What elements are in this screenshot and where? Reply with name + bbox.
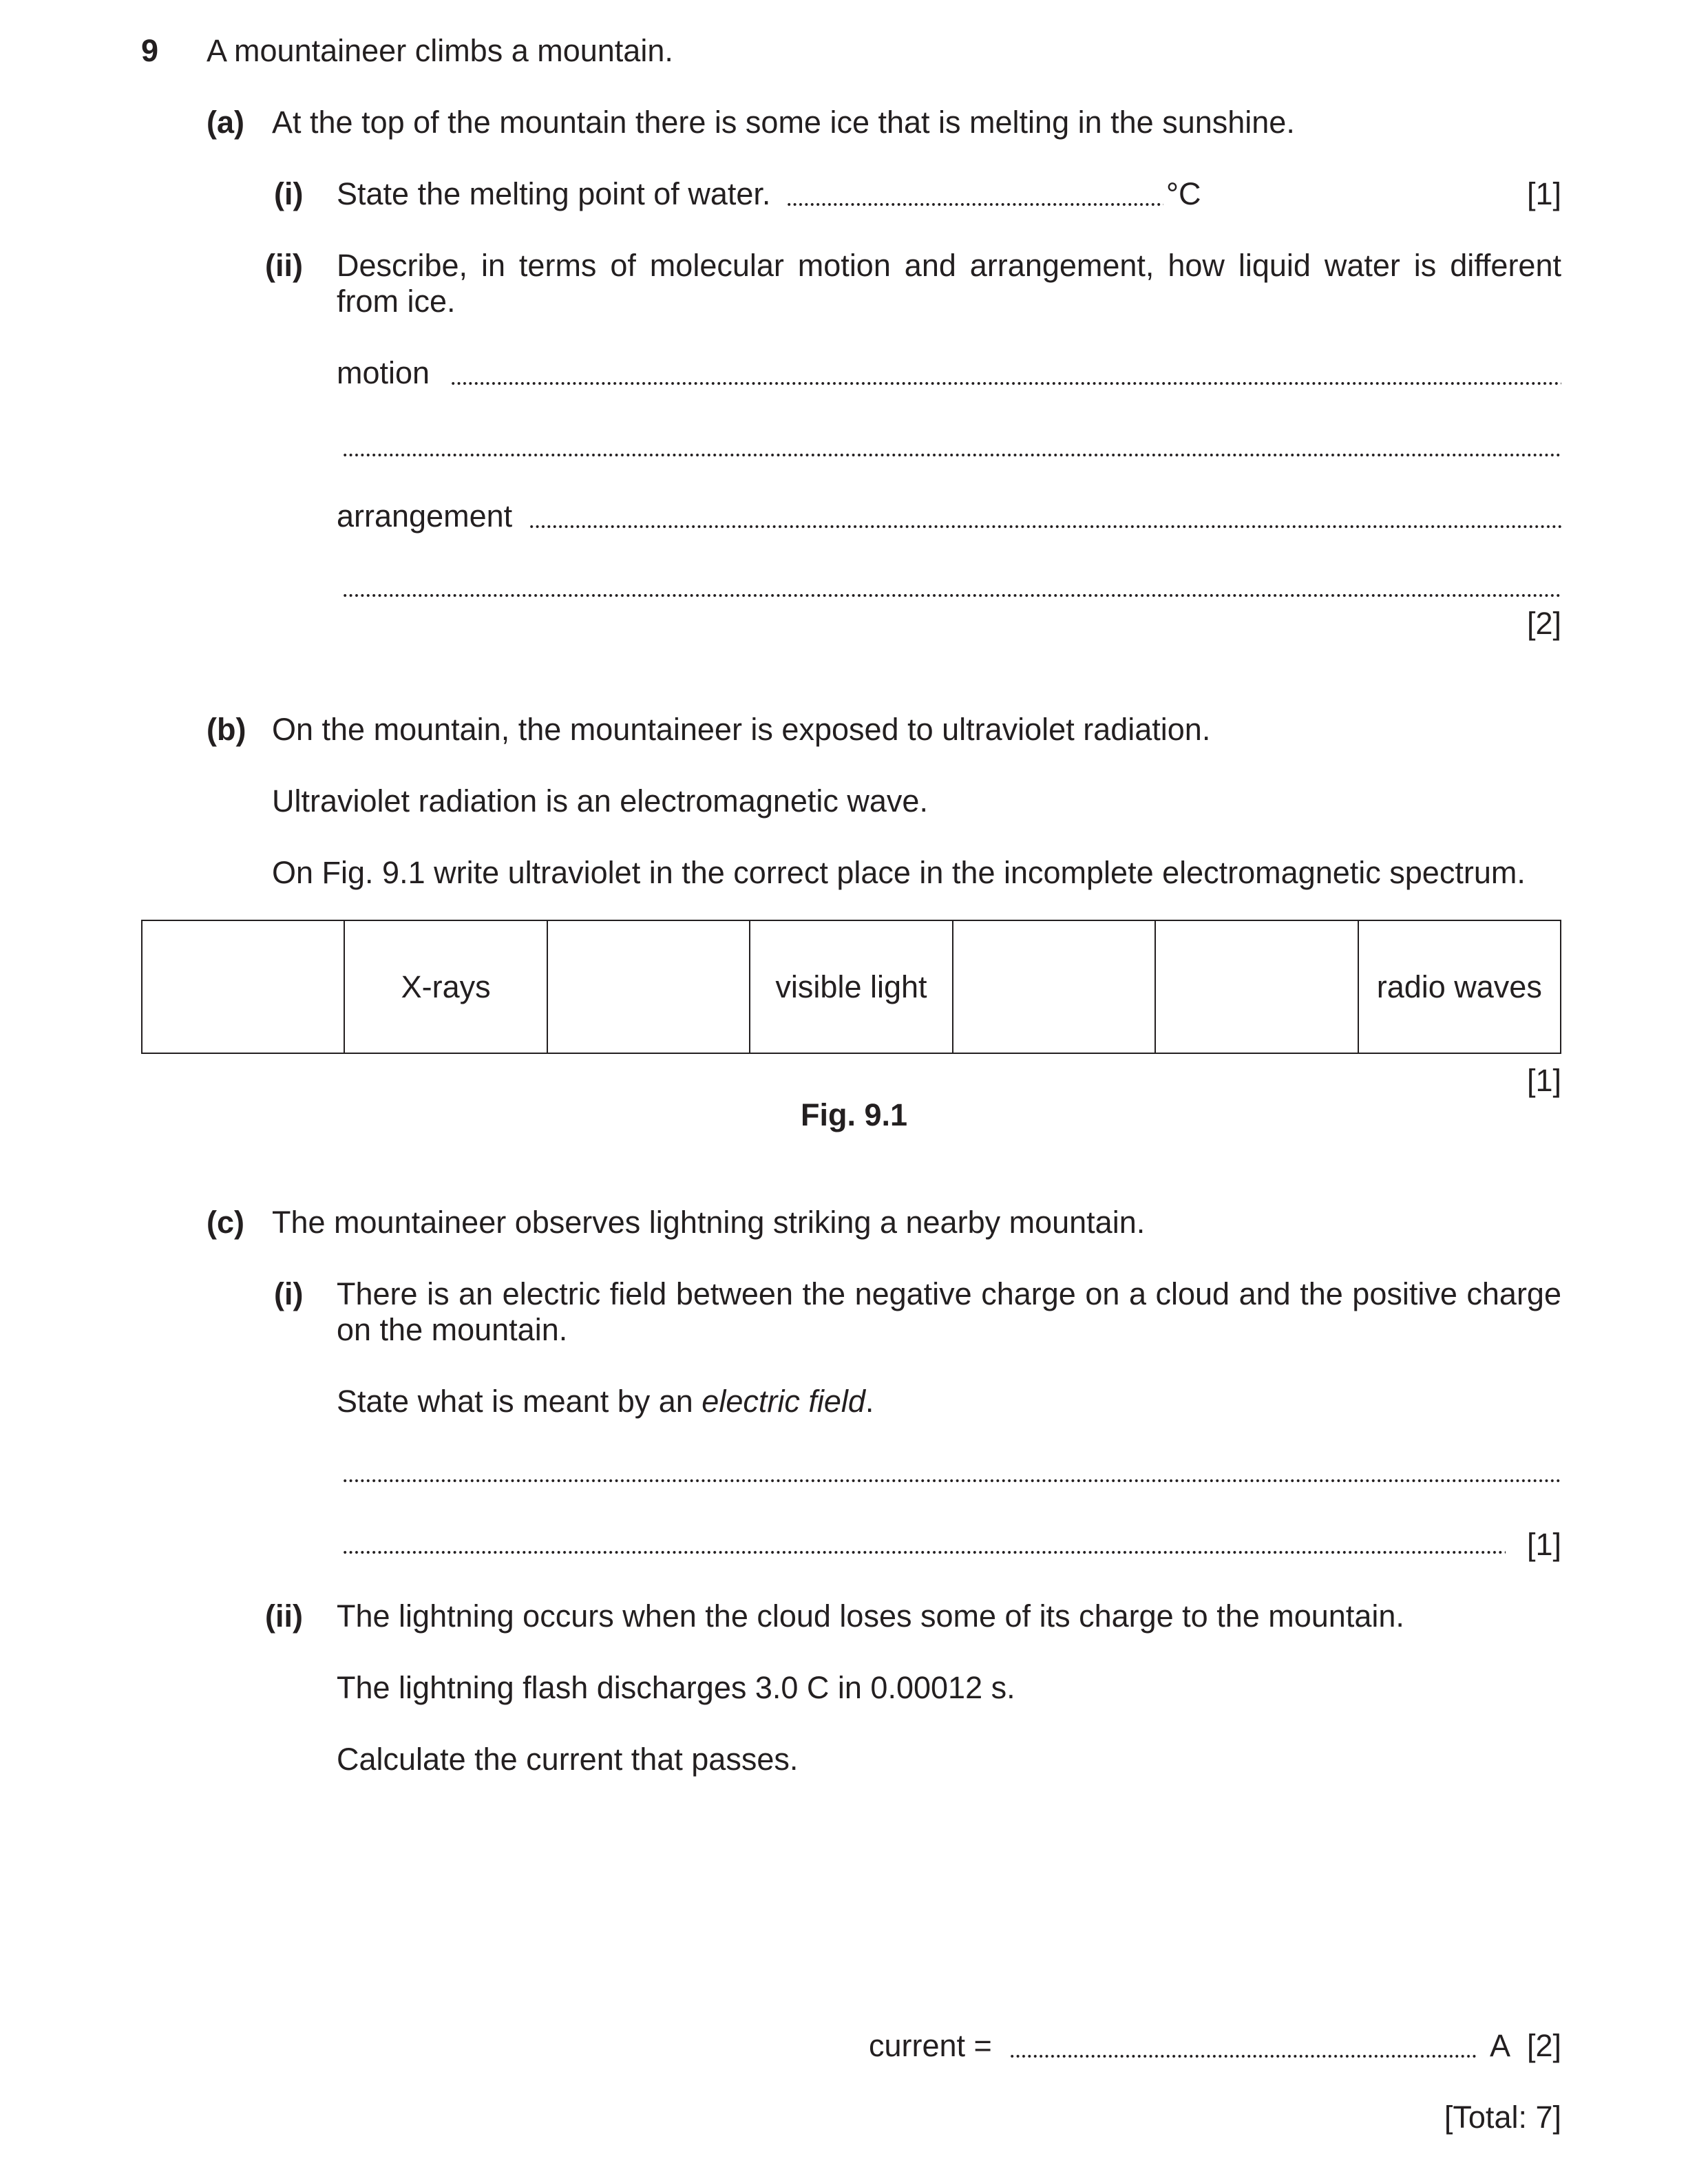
total-marks: [Total: 7] xyxy=(1444,2100,1561,2135)
part-c-ii-text-2: The lightning flash discharges 3.0 C in 0.00012 s. xyxy=(337,1670,1015,1705)
part-b-text-3: On Fig. 9.1 write ultraviolet in the correct place in the incomplete electromagnetic spectrum. xyxy=(272,855,1526,890)
electric-field-answer-line-2[interactable] xyxy=(342,1549,1506,1556)
figure-caption: Fig. 9.1 xyxy=(800,1097,908,1132)
melting-point-answer-line[interactable] xyxy=(786,201,1163,208)
part-c-i-marks: [1] xyxy=(1526,1527,1561,1562)
part-c-ii-text-1: The lightning occurs when the cloud loses some of its charge to the mountain. xyxy=(337,1598,1404,1634)
motion-answer-line-1[interactable] xyxy=(450,380,1561,387)
part-c-label: (c) xyxy=(207,1205,244,1240)
current-unit: A xyxy=(1490,2028,1511,2063)
prompt-after: . xyxy=(865,1384,874,1419)
part-c-i-text: There is an electric field between the negative charge on a cloud and the positive charge on the mountain. xyxy=(337,1276,1561,1347)
prompt-before: State what is meant by an xyxy=(337,1384,702,1419)
spectrum-cell-visible-light: visible light xyxy=(750,920,952,1053)
question-intro: A mountaineer climbs a mountain. xyxy=(207,33,673,68)
arrangement-answer-line-1[interactable] xyxy=(529,523,1561,530)
part-c-ii-text-3: Calculate the current that passes. xyxy=(337,1742,799,1777)
melting-point-unit: °C xyxy=(1166,176,1201,211)
part-b-text-2: Ultraviolet radiation is an electromagnetic wave. xyxy=(272,783,928,819)
part-a-i-text: State the melting point of water. xyxy=(337,176,771,211)
motion-label: motion xyxy=(337,355,430,390)
prompt-italic: electric field xyxy=(702,1384,865,1419)
part-b-marks: [1] xyxy=(1526,1063,1561,1098)
part-a-i-label: (i) xyxy=(274,176,304,211)
part-c-ii-label: (ii) xyxy=(265,1598,303,1634)
part-a-ii-text: Describe, in terms of molecular motion and arrangement, how liquid water is different from ice. xyxy=(337,248,1561,319)
part-a-text: At the top of the mountain there is some ice that is melting in the sunshine. xyxy=(272,105,1295,140)
part-a-ii-marks: [2] xyxy=(1526,606,1561,641)
arrangement-answer-line-2[interactable] xyxy=(342,592,1561,599)
part-c-ii-marks: [2] xyxy=(1526,2028,1561,2063)
arrangement-label: arrangement xyxy=(337,498,513,534)
motion-answer-line-2[interactable] xyxy=(342,452,1561,458)
spectrum-cell-radio-waves: radio waves xyxy=(1358,920,1561,1053)
part-b-text-1: On the mountain, the mountaineer is exposed to ultraviolet radiation. xyxy=(272,712,1211,747)
spectrum-cell-3[interactable] xyxy=(547,920,750,1053)
current-label: current = xyxy=(869,2028,992,2063)
part-a-ii-label: (ii) xyxy=(265,248,303,283)
part-a-i-marks: [1] xyxy=(1526,176,1561,211)
spectrum-cell-1[interactable] xyxy=(142,920,344,1053)
part-c-i-label: (i) xyxy=(274,1276,304,1311)
part-b-label: (b) xyxy=(207,712,246,747)
question-number: 9 xyxy=(141,33,159,68)
part-c-i-prompt xyxy=(337,1384,874,1419)
current-answer-line[interactable] xyxy=(1009,2053,1477,2060)
spectrum-cell-6[interactable] xyxy=(1155,920,1358,1053)
electromagnetic-spectrum-table xyxy=(141,920,1561,1054)
spectrum-cell-x-rays: X-rays xyxy=(344,920,547,1053)
spectrum-cell-5[interactable] xyxy=(953,920,1155,1053)
part-a-label: (a) xyxy=(207,105,244,140)
electric-field-answer-line-1[interactable] xyxy=(342,1477,1561,1484)
part-c-text: The mountaineer observes lightning striking a nearby mountain. xyxy=(272,1205,1146,1240)
